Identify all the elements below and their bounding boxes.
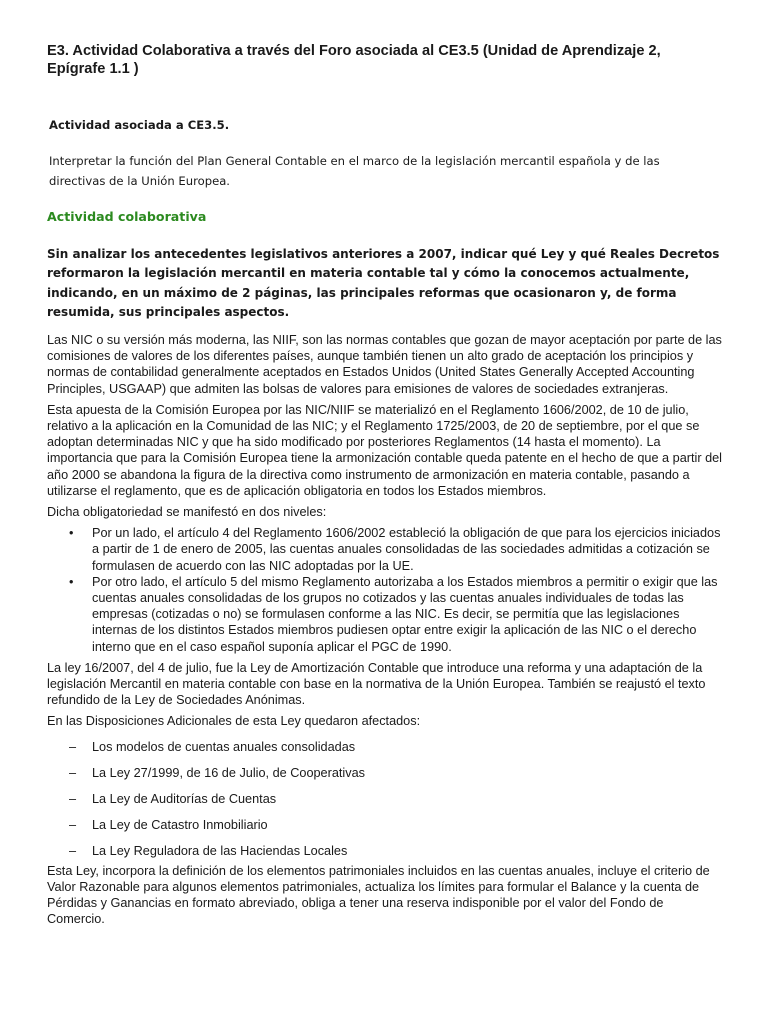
list-item-text: La Ley 27/1999, de 16 de Julio, de Cooperativas [92,765,365,780]
list-item-text: La Ley de Catastro Inmobiliario [92,817,268,832]
list-item [47,791,723,817]
paragraph-ley-incorpora: Esta Ley, incorpora la definición de los elementos patrimoniales incluidos en las cuentas anuales, incluye el criterio de Valor Razonable para algunos elementos patrimoniales, actualiza los límites para formular el Balance y la cuenta de Pérdidas y Ganancias en formato abreviado, obliga a tener una reserva indisponible por el valor del Fondo de Comercio. [47,863,710,927]
activity-description: Interpretar la función del Plan General Contable en el marco de la legislación mercantil española y de las directivas de la Unión Europea. [49,154,660,188]
list-item-text: Por otro lado, el artículo 5 del mismo Reglamento autorizaba a los Estados miembros a permitir o exigir que las cuentas anuales consolidadas de los grupos no cotizados y las cuentas anuales individuales de todas las empresas (cotizadas o no) se formulasen conforme a las NIC. Es decir, se permitía que las legislaciones internas de los distintos Estados miembros pudiesen optar entre exigir la aplicación de las NIC o el derecho interno que en el caso español suponía aplicar el PGC de 1990. [92,574,718,654]
bullet-marker: • [69,526,74,541]
dash-marker: – [69,843,77,858]
list-item [47,739,723,765]
list-item [47,765,723,791]
paragraph-reglamento: Esta apuesta de la Comisión Europea por las NIC/NIIF se materializó en el Reglamento 1606/2002, de 10 de julio, relativo a la aplicación en la Comunidad de las NIC; y el Reglamento 1725/2003, de 20 de septiembre, por el que se adoptan determinadas NIC y que ha sido modificado por posteriores Reglamentos (14 hasta el momento). La importancia que para la Comisión Europea tiene la armonización contable queda patente en el hecho de que a partir del año 2000 se abandona la figura de la directiva como instrumento de armonización en materia contable, pasando a utilizarse el reglamento, que es de aplicación obligatoria en todos los Estados miembros. [47,402,722,498]
paragraph-nic: Las NIC o su versión más moderna, las NIIF, son las normas contables que gozan de mayor aceptación por parte de las comisiones de valores de los diferentes países, aunque también tienen un alto grado de aceptación los principios y normas de contabilidad generalmente aceptados en Estados Unidos (United States Generally Accepted Accounting Principles, USGAAP) que admiten las bolsas de valores para emisiones de valores de sociedades extranjeras. [47,333,722,396]
bullet-list [47,525,723,655]
list-item [47,574,723,655]
dash-marker: – [69,791,77,806]
list-item-text: Los modelos de cuentas anuales consolidadas [92,739,356,754]
list-item-text: Por un lado, el artículo 4 del Reglamento 1606/2002 estableció la obligación de que para los ejercicios iniciados a partir de 1 de enero de 2005, las cuentas anuales consolidadas de las sociedades admitidas a cotización se formulasen de acuerdo con las NIC adoptadas por la UE. [92,526,721,573]
paragraph-ley-16-2007: La ley 16/2007, del 4 de julio, fue la Ley de Amortización Contable que introduce una reforma y una adaptación de la legislación Mercantil en materia contable con base en la normativa de la Unión Europea. También se reajustó el texto refundido de la Ley de Sociedades Anónimas. [47,660,706,708]
collaborative-heading: Actividad colaborativa [47,209,207,224]
list-item-text: La Ley Reguladora de las Haciendas Locales [92,843,348,858]
list-item [47,817,723,843]
question-text: Sin analizar los antecedentes legislativos anteriores a 2007, indicar qué Ley y qué Reales Decretos reformaron la legislación mercantil en materia contable tal y cómo la conocemos actualmente, indicando, en un máximo de 2 páginas, las principales reformas que ocasionaron y, de forma resumida, sus principales aspectos. [47,247,720,319]
document-body [47,332,723,932]
list-item-text: La Ley de Auditorías de Cuentas [92,791,277,806]
paragraph-disposiciones: En las Disposiciones Adicionales de esta Ley quedaron afectados: [47,714,421,729]
dash-marker: – [69,739,77,754]
dash-marker: – [69,765,77,780]
bullet-marker: • [69,574,74,589]
list-item [47,843,723,863]
activity-heading: Actividad asociada a CE3.5. [49,118,230,132]
dash-list [47,739,723,863]
dash-marker: – [69,817,77,832]
list-item [47,525,723,574]
paragraph-niveles: Dicha obligatoriedad se manifestó en dos niveles: [47,505,327,520]
document-title: E3. Actividad Colaborativa a través del Foro asociada al CE3.5 (Unidad de Aprendizaje 2, Epígrafe 1.1 ) [47,43,661,77]
